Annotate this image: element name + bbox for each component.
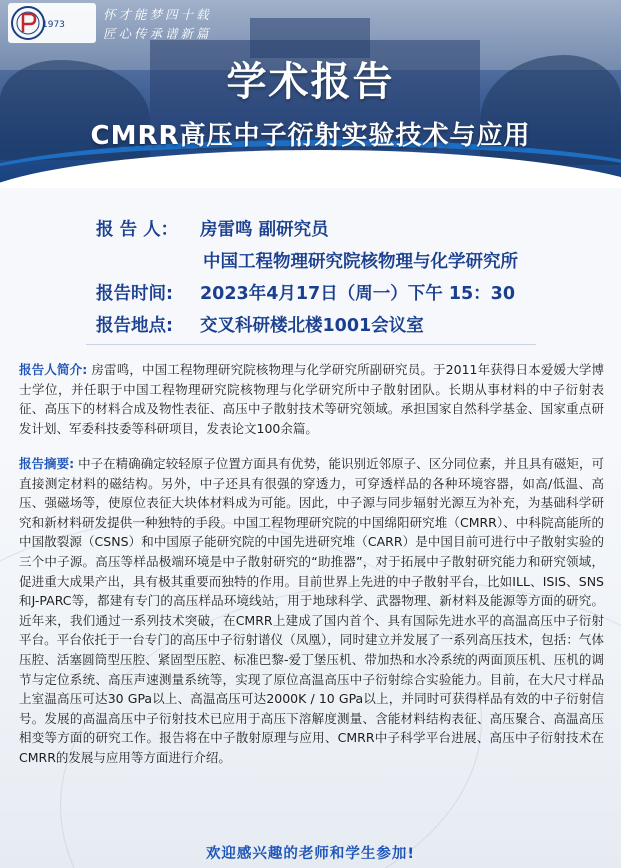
place-label: 报告地点: xyxy=(96,316,173,336)
welcome-message: 欢迎感兴趣的老师和学生参加! xyxy=(205,846,416,862)
motto-line-2: 匠心传承谱新篇 xyxy=(103,26,212,41)
divider xyxy=(86,344,536,345)
speaker-label: 报 告 人： xyxy=(96,220,179,240)
report-abstract xyxy=(19,454,604,768)
report-subtitle: CMRR高压中子衍射实验技术与应用 xyxy=(90,121,531,151)
speaker-row xyxy=(96,216,329,241)
intro-text: 房雷鸣，中国工程物理研究院核物理与化学研究所副研究员。于2011年获得日本爱媛大学博士学位，并任职于中国工程物理研究院核物理与化学研究所中子散射团队。长期从事材料的中子衍射表征、高压下的材料合成及物性表征、高压中子散射技术等研究领域。承担国家自然科学基金、国家重点研发计划、军委科技委等科研项目，发表论文100余篇。 xyxy=(19,362,604,436)
speaker-intro xyxy=(19,360,604,438)
abstract-heading: 报告摘要: xyxy=(19,456,75,471)
speaker-value: 房雷鸣 副研究员 xyxy=(200,220,329,240)
header-banner xyxy=(0,0,621,188)
time-row xyxy=(96,280,515,305)
place-value: 交叉科研楼北楼1001会议室 xyxy=(200,316,424,336)
time-label: 报告时间: xyxy=(96,284,173,304)
intro-heading: 报告人简介: xyxy=(19,362,88,377)
motto-line-1: 怀才能梦四十载 xyxy=(103,7,212,22)
university-logo xyxy=(8,3,96,43)
page-title: 学术报告 xyxy=(226,59,395,105)
motto xyxy=(103,5,212,43)
time-value: 2023年4月17日（周一）下午 15：30 xyxy=(200,284,516,304)
speaker-affiliation: 中国工程物理研究院核物理与化学研究所 xyxy=(203,252,518,272)
place-row xyxy=(96,312,424,337)
svg-text:1973: 1973 xyxy=(42,20,65,30)
abstract-text: 中子在精确确定较轻原子位置方面具有优势，能识别近邻原子、区分同位素，并且具有磁矩，可直接测定材料的磁结构。另外，中子还具有很强的穿透力，可穿透样品的各种环境容器，如高/低温、高压、强磁场等，使原位表征大块体材料成为可能。因此，中子源与同步辐射光源互为补充，为基础科学研究和新材料研发提供一种独特的手段。中国工程物理研究院的中国绵阳研究堆（CMRR）、中科院高能所的中国散裂源（CSNS）和中国原子能研究院的中国先进研究堆（CARR）是中国目前可进行中子散射实验的三个中子源。高压等样品极端环境是中子散射研究的“助推器”，对于拓展中子散射研究能力和研究领域，促进重大成果产出，具有极其重要而独特的作用。目前世界上先进的中子散射平台，比如ILL、ISIS、SNS和J-PARC等，都建有专门的高压样品环境线站，用于地球科学、武器物理、新材料及能源等方面的研究。近年来，我们通过一系列技术突破，在CMRR上建成了国内首个、具有国际先进水平的高温高压中子衍射平台。平台依托于一台专门的高压中子衍射谱仪（凤凰），同时建立并发展了一系列高压技术，包括：气体压腔、活塞圆筒型压腔、紧固型压腔、标准巴黎-爱丁堡压机、带加热和水冷系统的两面顶压机、压机的调节与定位系统、高压声速测量系统等，实现了原位高温高压中子衍射综合实验能力。目前，在大尺寸样品上室温高压可达30 GPa以上、高温高压可达2000K / 10 GPa以上，并同时可获得样品有效的中子衍射信号。发展的高温高压中子衍射技术已应用于高压下溶解度测量、含能材料结构表征、高压聚合、高温高压相变等方面的研究工作。报告将在中子散射原理与应用、CMRR中子科学平台进展、高压中子衍射技术在CMRR的发展与应用等方面进行介绍。 xyxy=(19,456,604,765)
